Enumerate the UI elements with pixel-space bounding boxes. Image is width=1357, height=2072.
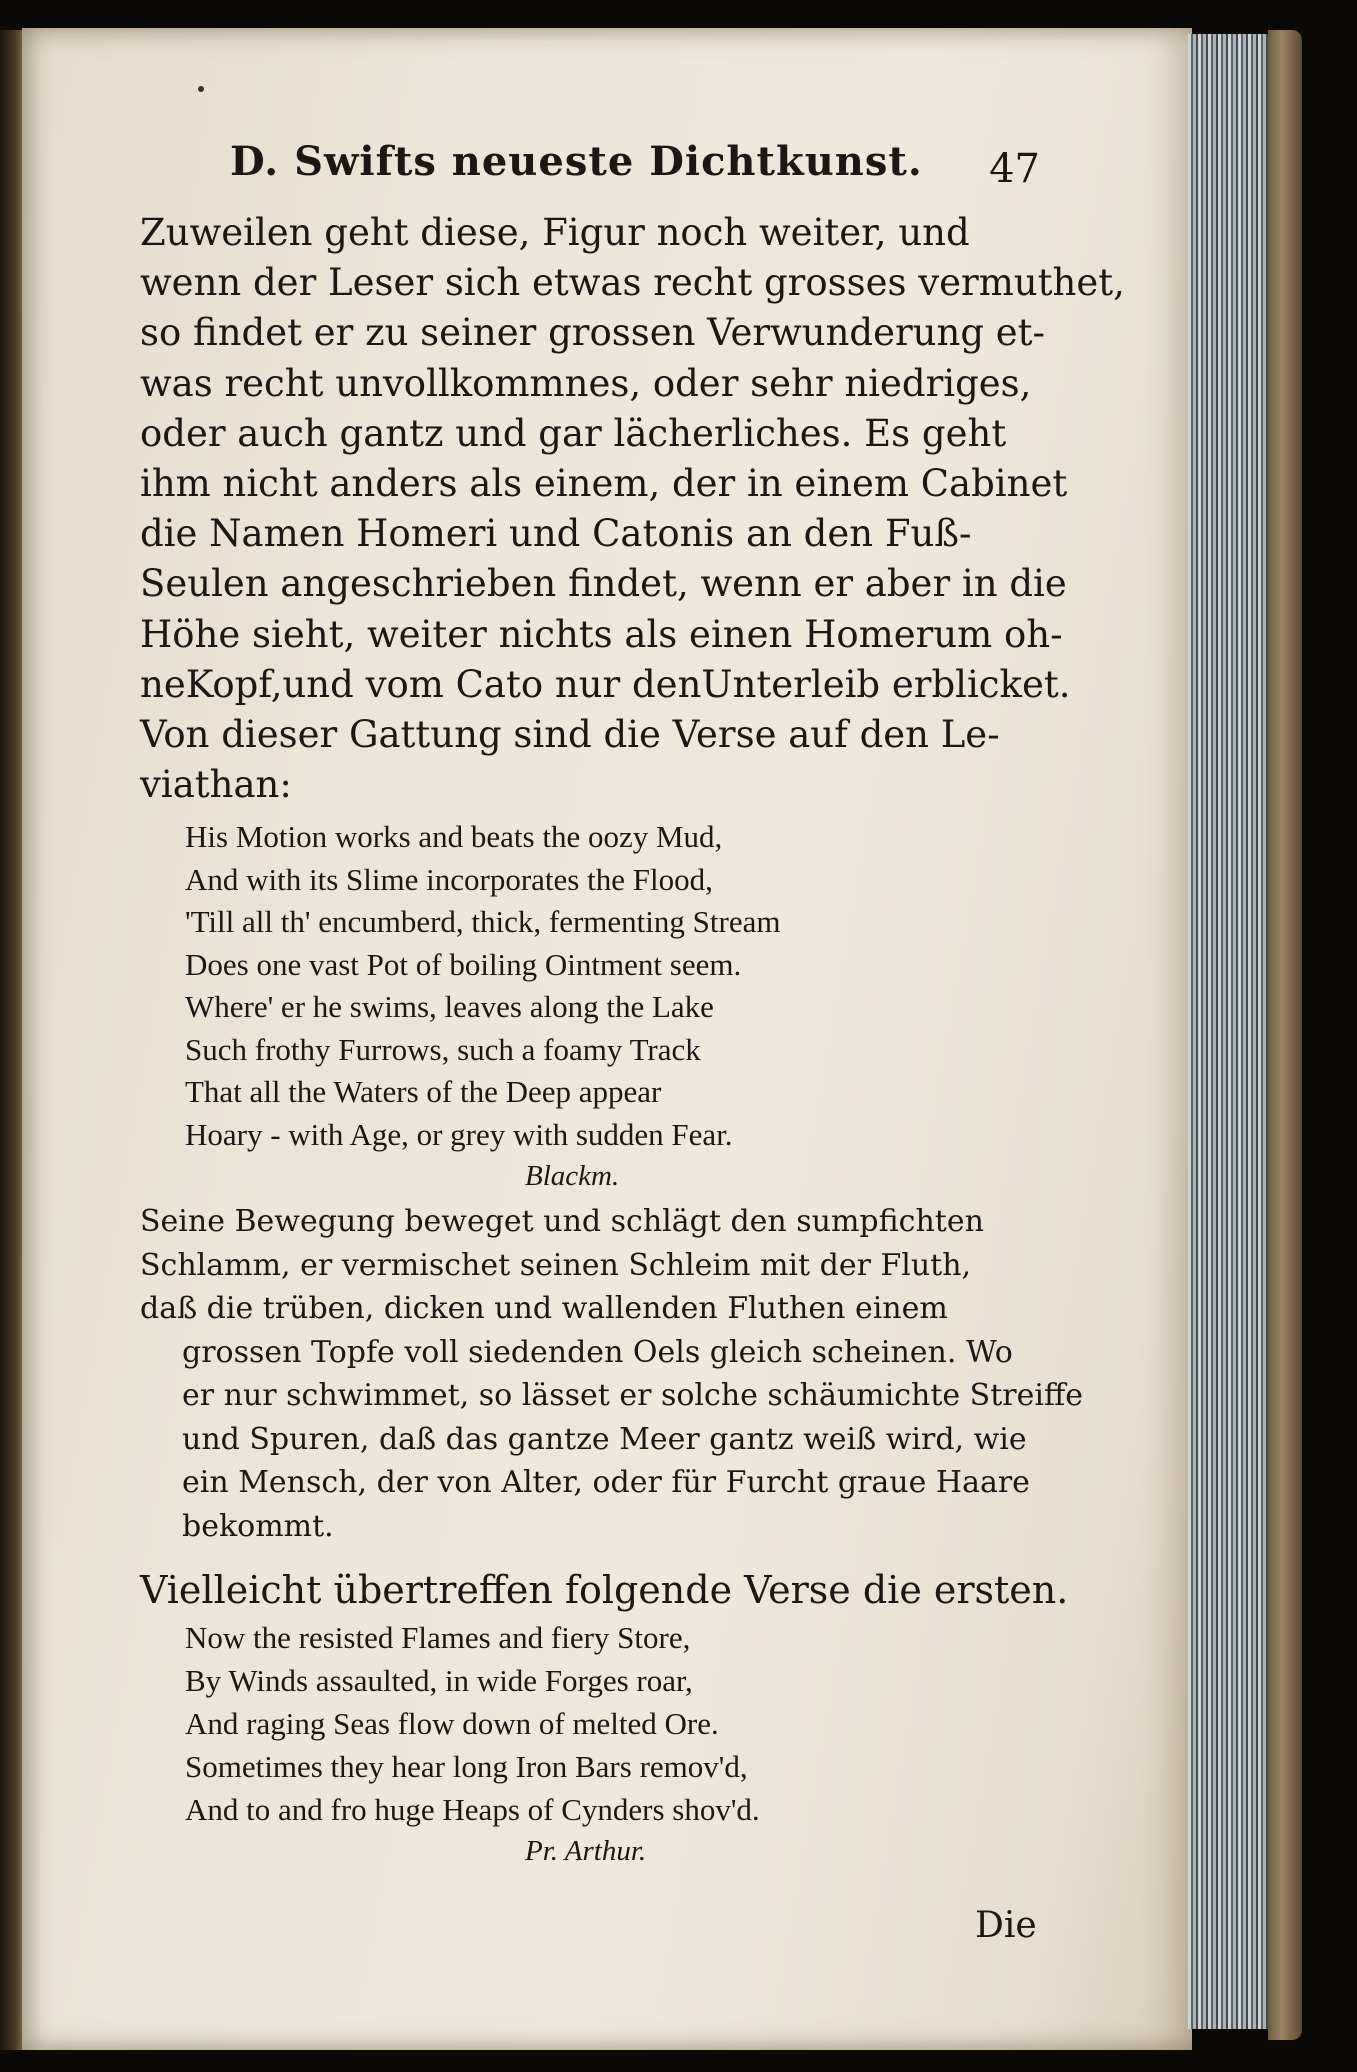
text-line: neKopf,und vom Cato nur denUnterleib erblicket. xyxy=(140,662,1071,706)
text-line: Zuweilen geht diese, Figur noch weiter, und xyxy=(140,211,970,254)
text-line: daß die trüben, dicken und wallenden Fluthen einem xyxy=(140,1291,948,1327)
catchword: Die xyxy=(975,1905,1037,1946)
verse-line: Hoary - with Age, or grey with sudden Fear. xyxy=(185,1116,733,1152)
text-line: viathan: xyxy=(140,763,292,807)
paragraph-2: Vielleicht übertreffen folgende Verse die ersten. xyxy=(140,1568,1069,1613)
verse-line: That all the Waters of the Deep appear xyxy=(185,1074,662,1110)
verse-attribution-2: Pr. Arthur. xyxy=(525,1835,647,1868)
verse-line: Does one vast Pot of boiling Ointment seem. xyxy=(185,946,742,982)
verse-line: Sometimes they hear long Iron Bars remov'd, xyxy=(185,1749,748,1785)
verse-line: And raging Seas flow down of melted Ore. xyxy=(185,1706,719,1742)
verse-line: His Motion works and beats the oozy Mud, xyxy=(185,819,723,855)
text-line: grossen Topfe voll siedenden Oels gleich scheinen. Wo xyxy=(182,1334,1013,1370)
verse-line: Now the resisted Flames and fiery Store, xyxy=(185,1620,691,1656)
verse-attribution-1: Blackm. xyxy=(525,1160,620,1193)
verse-quote-2 xyxy=(140,1616,1040,1831)
text-line: Höhe sieht, weiter nichts als einen Homerum oh- xyxy=(140,612,1063,656)
verse-quote-1 xyxy=(140,816,1040,1156)
translation-paragraph xyxy=(140,1200,1084,1548)
verse-line: And to and fro huge Heaps of Cynders shov'd. xyxy=(185,1792,760,1828)
verse-line: And with its Slime incorporates the Flood, xyxy=(185,861,713,897)
text-line: Schlamm, er vermischet seinen Schleim mit der Fluth, xyxy=(140,1247,972,1283)
text-line: was recht unvollkommnes, oder sehr niedriges, xyxy=(140,361,1032,405)
text-line: ihm nicht anders als einem, der in einem Cabinet xyxy=(140,462,1068,506)
text-line: ein Mensch, der von Alter, oder für Furcht graue Haare xyxy=(182,1465,1030,1501)
cover-edge xyxy=(1268,30,1302,2040)
verse-line: Where' er he swims, leaves along the Lake xyxy=(185,989,714,1025)
page-fore-edge xyxy=(1188,34,1278,2029)
paragraph-1 xyxy=(140,208,1125,810)
verse-line: By Winds assaulted, in wide Forges roar, xyxy=(185,1663,693,1699)
text-line: bekommt. xyxy=(182,1508,334,1544)
page-number: 47 xyxy=(989,146,1040,192)
text-line: so findet er zu seiner grossen Verwunderung et- xyxy=(140,311,1046,355)
text-line: die Namen Homeri und Catonis an den Fuß- xyxy=(140,512,972,556)
running-head xyxy=(140,138,1040,208)
text-line: Von dieser Gattung sind die Verse auf den Le- xyxy=(140,713,1000,757)
verse-line: Such frothy Furrows, such a foamy Track xyxy=(185,1031,701,1067)
text-block xyxy=(140,138,1125,1871)
text-line: oder auch gantz und gar lächerliches. Es geht xyxy=(140,411,1007,455)
text-line: Seine Bewegung beweget und schlägt den sumpfichten xyxy=(140,1204,984,1240)
running-title: D. Swifts neueste Dichtkunst. xyxy=(230,138,923,185)
ink-dot xyxy=(198,86,204,92)
text-line: Seulen angeschrieben findet, wenn er aber in die xyxy=(140,562,1067,606)
text-line: und Spuren, daß das gantze Meer gantz weiß wird, wie xyxy=(182,1421,1027,1457)
text-line: wenn der Leser sich etwas recht grosses vermuthet, xyxy=(140,261,1125,305)
verse-line: 'Till all th' encumberd, thick, fermenting Stream xyxy=(185,904,781,940)
text-line: er nur schwimmet, so lässet er solche schäumichte Streiffe xyxy=(182,1378,1084,1414)
